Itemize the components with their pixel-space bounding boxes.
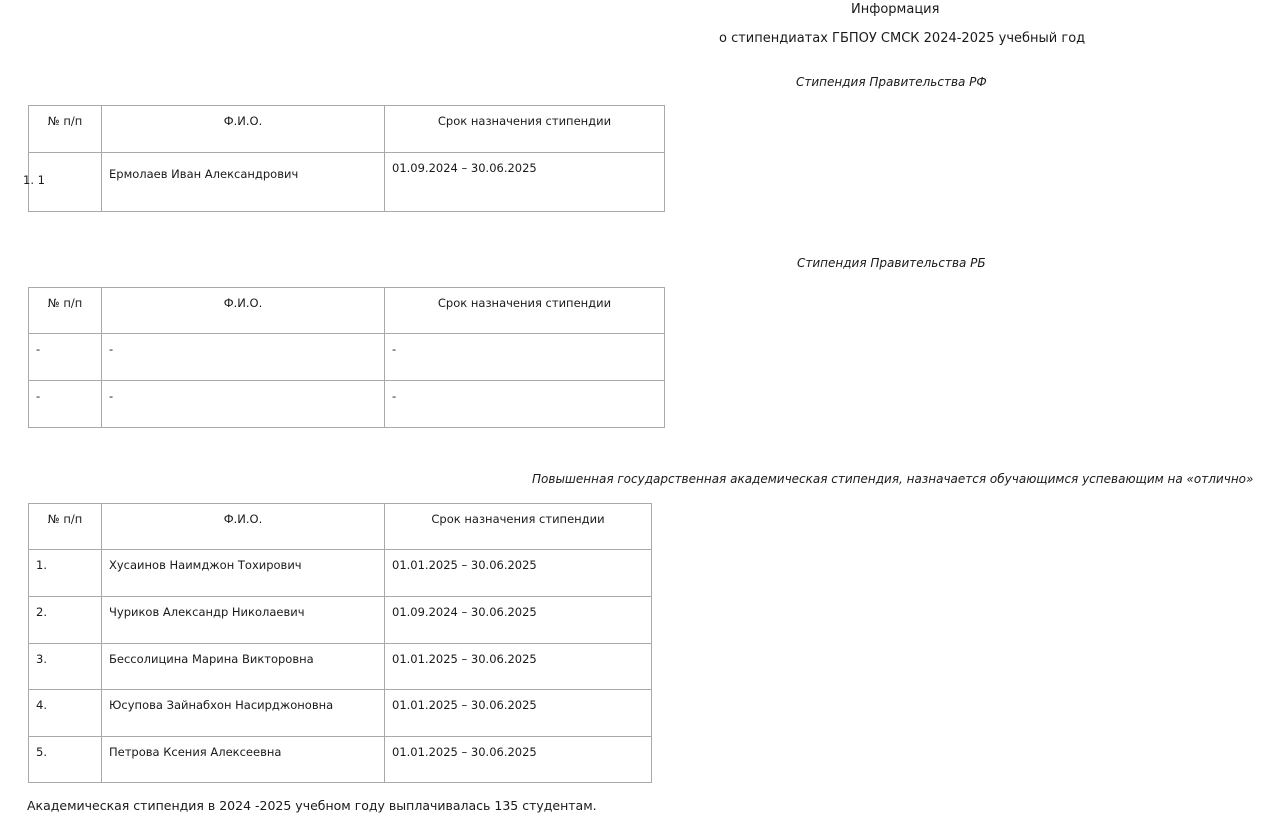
row-number: 1. 1 [23,173,45,187]
table-row [29,690,652,737]
table-increased-scholarship [28,503,652,783]
cell-name: - [102,334,385,381]
cell-period: 01.01.2025 – 30.06.2025 [385,690,652,737]
column-header-name: Ф.И.О. [102,106,385,153]
cell-num: 2. [29,597,102,644]
table-row [29,381,665,428]
cell-period: 01.09.2024 – 30.06.2025 [385,597,652,644]
cell-period: - [385,334,665,381]
table-rf-scholarship [28,105,665,212]
table-row [29,737,652,783]
table-row [29,153,665,212]
table-header-row [29,288,665,334]
column-header-period: Срок назначения стипендии [385,106,665,153]
cell-period: - [385,381,665,428]
page-title: Информация [851,2,940,17]
column-header-name: Ф.И.О. [102,288,385,334]
column-header-period: Срок назначения стипендии [385,504,652,550]
footer-note: Академическая стипендия в 2024 -2025 учебном году выплачивалась 135 студентам. [27,798,597,813]
cell-num: 5. [29,737,102,783]
cell-num: - [29,334,102,381]
page-subtitle: о стипендиатах ГБПОУ СМСК 2024-2025 учебный год [719,31,1086,46]
table-row [29,550,652,597]
column-header-num: № п/п [29,504,102,550]
column-header-num: № п/п [29,106,102,153]
cell-name: - [102,381,385,428]
table-rb-scholarship [28,287,665,428]
cell-name: Юсупова Зайнабхон Насирджоновна [102,690,385,737]
column-header-num: № п/п [29,288,102,334]
cell-name: Чуриков Александр Николаевич [102,597,385,644]
table-header-row [29,504,652,550]
cell-name: Бессолицина Марина Викторовна [102,644,385,690]
column-header-name: Ф.И.О. [102,504,385,550]
section-caption-rb: Стипендия Правительства РБ [797,256,986,270]
cell-period: 01.01.2025 – 30.06.2025 [385,644,652,690]
table-row [29,644,652,690]
table-row [29,334,665,381]
cell-num: 3. [29,644,102,690]
column-header-period: Срок назначения стипендии [385,288,665,334]
cell-num: 4. [29,690,102,737]
cell-name: Петрова Ксения Алексеевна [102,737,385,783]
cell-period: 01.01.2025 – 30.06.2025 [385,737,652,783]
section-caption-increased: Повышенная государственная академическая стипендия, назначается обучающимся успевающим на «отлично» [532,472,1254,486]
cell-period: 01.09.2024 – 30.06.2025 [385,153,665,212]
table-row [29,597,652,644]
cell-num: 1. [29,550,102,597]
cell-name: Ермолаев Иван Александрович [102,153,385,212]
cell-name: Хусаинов Наимджон Тохирович [102,550,385,597]
cell-period: 01.01.2025 – 30.06.2025 [385,550,652,597]
table-header-row [29,106,665,153]
section-caption-rf: Стипендия Правительства РФ [796,75,987,89]
cell-num: - [29,381,102,428]
